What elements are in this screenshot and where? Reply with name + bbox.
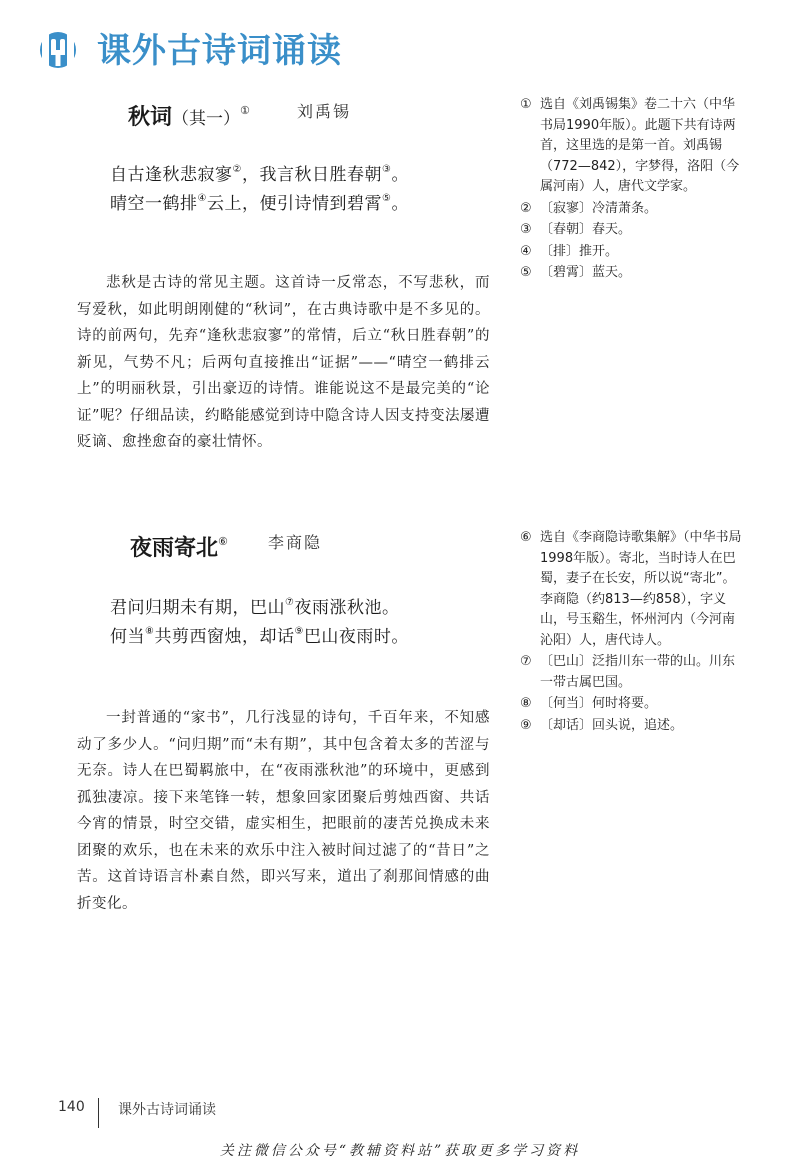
poem2-notes xyxy=(520,528,745,737)
footnote: ⑥ 选自《李商隐诗歌集解》（中华书局1998年版）。寄北，当时诗人在巴蜀，妻子在长安，所以说“寄北”。李商隐（约813—约858），字义山，号玉谿生，怀州河内（今河南沁阳）人，唐代诗人。 xyxy=(520,530,742,648)
watermark-text: 关注微信公众号“教辅资料站”获取更多学习资料 xyxy=(219,1143,581,1159)
footnote: ⑦ 〔巴山〕泛指川东一带的山。川东一带古属巴国。 xyxy=(520,654,736,690)
poem1-notes xyxy=(520,95,745,285)
page-number: 140 xyxy=(58,1099,85,1115)
poem2-title: 夜雨寄北⑥ xyxy=(130,535,228,561)
footnote: ⑧ 〔何当〕何时将要。 xyxy=(520,696,658,711)
tuning-fork-icon xyxy=(38,30,78,70)
poem1-line2: 晴空一鹤排④云上，便引诗情到碧霄⑤。 xyxy=(110,193,409,214)
footnote: ⑤ 〔碧霄〕蓝天。 xyxy=(520,265,632,280)
poem1-title: 秋词（其一）① xyxy=(128,104,250,130)
poem1-commentary: 悲秋是古诗的常见主题。这首诗一反常态，不写悲秋，而写爱秋，如此明朗刚健的“秋词”，在古典诗歌中是不多见的。诗的前两句，先弃“逢秋悲寂寥”的常情，后立“秋日胜春朝”的新见，气势不凡；后两句直接推出“证据”——“晴空一鹤排云上”的明丽秋景，引出豪迈的诗情。谁能说这不是最完美的“论证”呢？仔细品读，约略能感觉到诗中隐含诗人因支持变法屡遭贬谪、愈挫愈奋的豪壮情怀。 xyxy=(77,275,490,450)
footer-divider xyxy=(98,1098,99,1128)
footnote: ② 〔寂寥〕冷清萧条。 xyxy=(520,200,658,216)
footnote: ③ 〔春朝〕春天。 xyxy=(520,222,632,237)
poem2-line2: 何当⑧共剪西窗烛，却话⑨巴山夜雨时。 xyxy=(110,626,409,647)
poem2-author: 李商隐 xyxy=(268,533,323,552)
footer-section-label: 课外古诗词诵读 xyxy=(118,1102,216,1118)
poem2-line1: 君问归期未有期，巴山⑦夜雨涨秋池。 xyxy=(110,597,400,618)
footnote: ④ 〔排〕推开。 xyxy=(520,243,619,259)
poem1-author: 刘禹锡 xyxy=(297,102,352,121)
footnote: ⑨ 〔却话〕回头说，追述。 xyxy=(520,717,684,733)
poem1-line1: 自古逢秋悲寂寥②，我言秋日胜春朝③。 xyxy=(110,164,409,185)
poem2-commentary: 一封普通的“家书”，几行浅显的诗句，千百年来，不知感动了多少人。“问归期”而“未有期”，其中包含着太多的苦涩与无奈。诗人在巴蜀羁旅中，在“夜雨涨秋池”的环境中，更感到孤独凄凉。接下来笔锋一转，想象回家团聚后剪烛西窗、共话今宵的情景，时空交错，虚实相生，把眼前的凄苦兑换成未来团聚的欢乐，也在未来的欢乐中注入被时间过滤了的“昔日”之苦。这首诗语言朴素自然，即兴写来，道出了刹那间情感的曲折变化。 xyxy=(77,710,490,912)
section-title: 课外古诗词诵读 xyxy=(97,31,342,71)
footnote: ① 选自《刘禹锡集》卷二十六（中华书局1990年版）。此题下共有诗两首，这里选的是第一首。刘禹锡（772—842），字梦得，洛阳（今属河南）人，唐代文学家。 xyxy=(520,97,740,194)
